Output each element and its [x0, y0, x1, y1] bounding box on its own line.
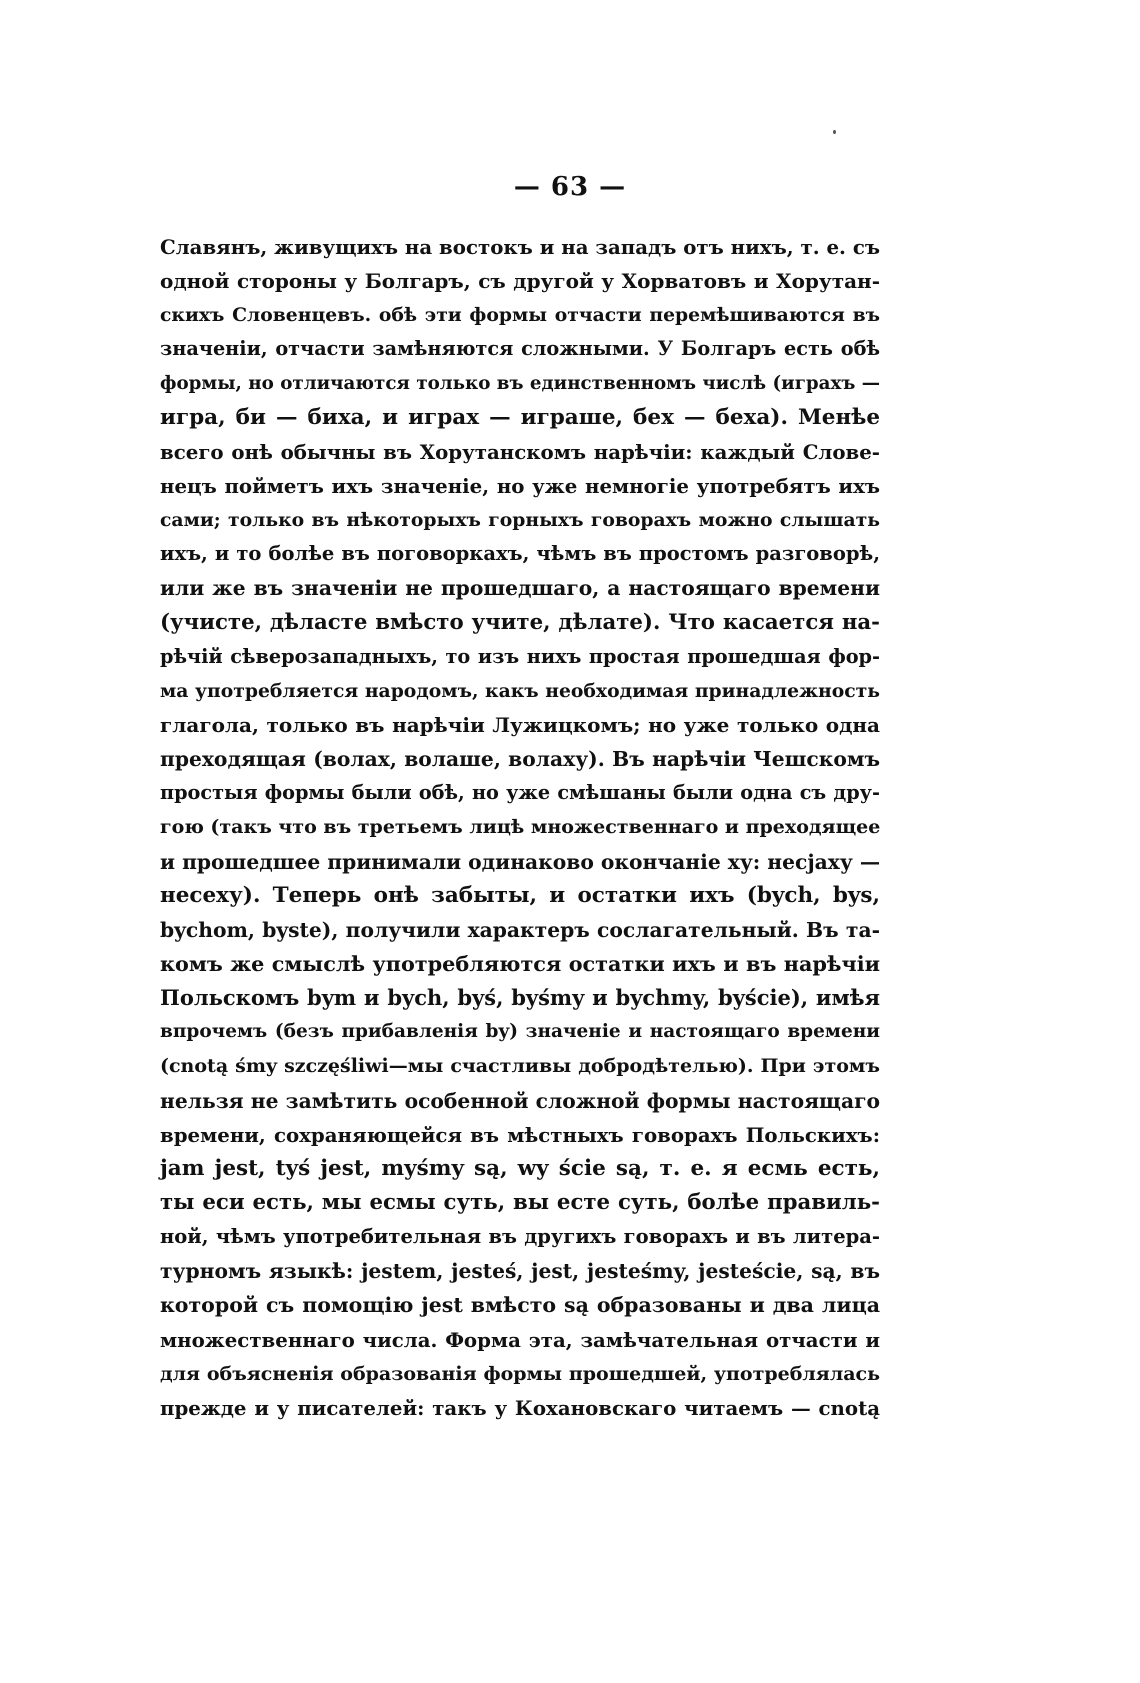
- text-line: гою (такъ что въ третьемъ лицѣ множественнаго и преходящее: [160, 816, 881, 839]
- text-line: сами; только въ нѣкоторыхъ горныхъ говорахъ можно слышать: [160, 509, 880, 532]
- text-line: (cnotą śmy szczęśliwi—мы счастливы добродѣтелью). При этомъ: [160, 1055, 880, 1078]
- text-line: ихъ, и то болѣе въ поговоркахъ, чѣмъ въ простомъ разговорѣ,: [160, 542, 880, 566]
- text-line: ты еси есть, мы есмы суть, вы есте суть, болѣе правиль-: [160, 1189, 880, 1215]
- text-line: формы, но отличаются только въ единственномъ числѣ (играхъ —: [160, 372, 880, 394]
- text-line: которой съ помощію jest вмѣсто są образованы и два лица: [160, 1293, 880, 1318]
- text-line: комъ же смыслѣ употребляются остатки ихъ и въ нарѣчіи: [160, 951, 880, 976]
- text-line: Славянъ, живущихъ на востокъ и на западъ отъ нихъ, т. е. съ: [160, 235, 880, 259]
- text-line: скихъ Словенцевъ. обѣ эти формы отчасти перемѣшиваются въ: [160, 304, 880, 327]
- text-line: глагола, только въ нарѣчіи Лужицкомъ; но уже только одна: [160, 712, 880, 737]
- body-text: [160, 230, 880, 1425]
- text-line: для объясненія образованія формы прошедшей, употреблялась: [160, 1362, 880, 1385]
- text-line: рѣчій сѣверозападныхъ, то изъ нихъ простая прошедшая фор-: [160, 644, 880, 668]
- text-line: ма употребляется народомъ, какъ необходимая принадлежность: [160, 679, 880, 702]
- page-number: — 63 —: [513, 172, 627, 202]
- text-line: игра, би — биха, и играх — играше, бех — беха). Менѣе: [160, 404, 880, 430]
- text-line: всего онѣ обычны въ Хорутанскомъ нарѣчіи: каждый Слове-: [160, 439, 880, 464]
- text-line: прежде и у писателей: такъ у Кохановскаго читаемъ — cnotą: [160, 1395, 880, 1420]
- text-line: ной, чѣмъ употребительная въ другихъ говорахъ и въ литера-: [160, 1225, 880, 1249]
- text-line: преходящая (волах, волаше, волаху). Въ нарѣчіи Чешскомъ: [160, 747, 880, 772]
- text-line: турномъ языкѣ: jestem, jesteś, jest, jesteśmy, jesteście, są, въ: [160, 1259, 880, 1284]
- text-line: одной стороны у Болгаръ, съ другой у Хорватовъ и Хорутан-: [160, 269, 880, 294]
- text-line: множественнаго числа. Форма эта, замѣчательная отчасти и: [160, 1327, 880, 1352]
- text-line: или же въ значеніи не прошедшаго, а настоящаго времени: [160, 576, 880, 601]
- text-line: bychom, byste), получили характеръ сослагательный. Въ та-: [160, 917, 880, 942]
- text-line: нецъ пойметъ ихъ значеніе, но уже немногіе употребятъ ихъ: [160, 473, 880, 498]
- text-line: нельзя не замѣтить особенной сложной формы настоящаго: [160, 1088, 880, 1113]
- ink-speck: [833, 130, 836, 134]
- text-line: (учисте, дѣласте вмѣсто учите, дѣлате). Что касается на-: [160, 609, 880, 635]
- text-line: jam jest, tyś jest, myśmy są, wy ście są, т. е. я есмь есть,: [160, 1155, 880, 1181]
- text-line: Польскомъ bym и bych, byś, byśmy и bychmy, byście), имѣя: [160, 985, 880, 1011]
- text-line: значеніи, отчасти замѣняются сложными. У Болгаръ есть обѣ: [160, 337, 880, 361]
- text-line: и прошедшее принимали одинаково окончаніе ху: несјаху —: [160, 849, 881, 874]
- text-line: несеху). Теперь онѣ забыты, и остатки ихъ (bych, bys,: [160, 882, 880, 908]
- text-line: простыя формы были обѣ, но уже смѣшаны были одна съ дру-: [160, 781, 880, 805]
- text-line: времени, сохраняющейся въ мѣстныхъ говорахъ Польскихъ:: [160, 1122, 880, 1147]
- text-line: впрочемъ (безъ прибавленія by) значеніе и настоящаго времени: [160, 1021, 880, 1043]
